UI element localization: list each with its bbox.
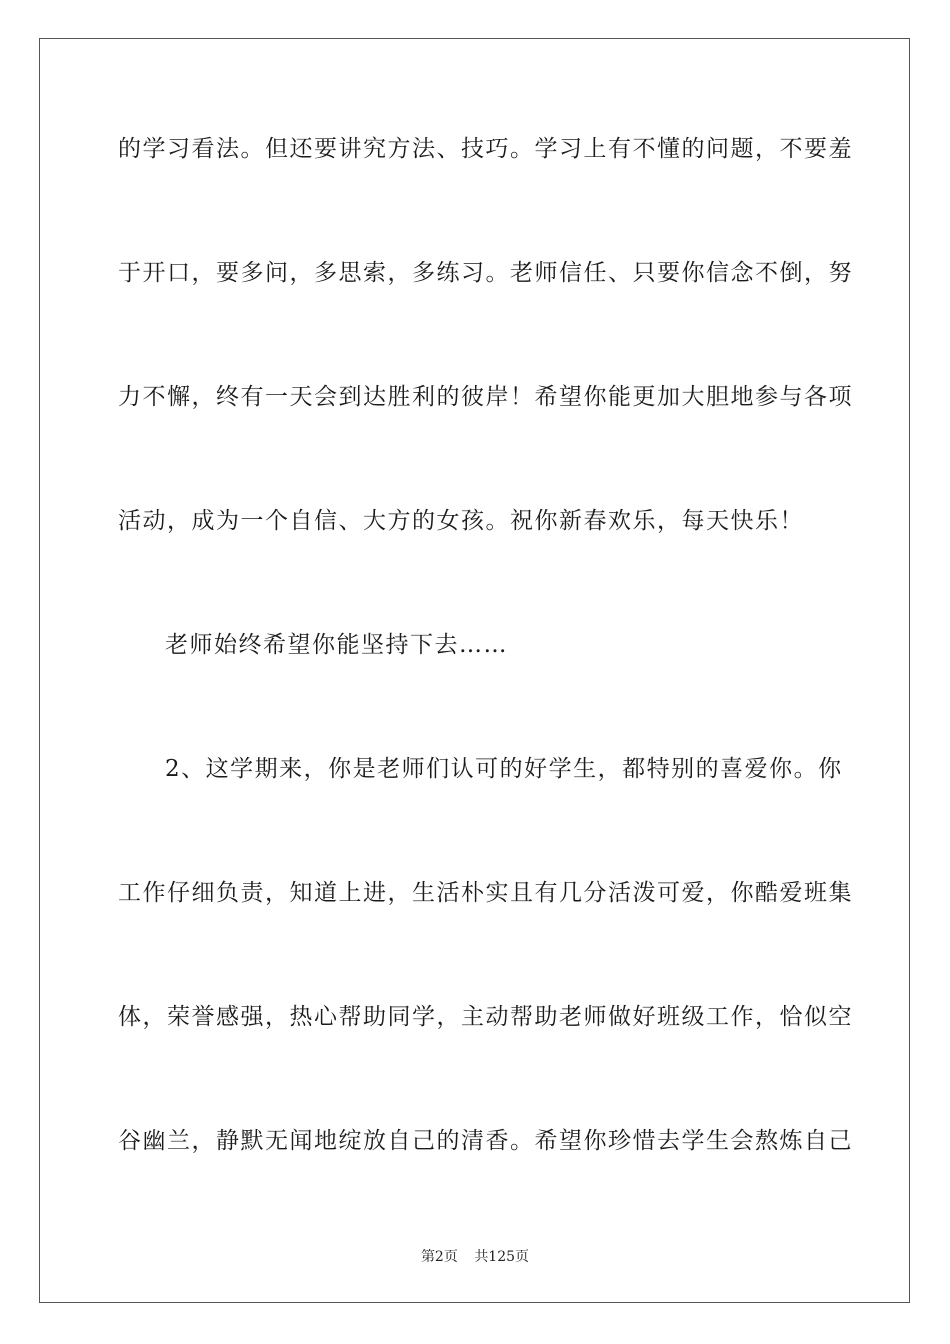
paragraph-line: 谷幽兰，静默无闻地绽放自己的清香。希望你珍惜去学生会熬炼自己 [118,1128,853,1154]
paragraph-line: 2、这学期来，你是老师们认可的好学生，都特别的喜爱你。你 [165,756,843,782]
paragraph-line: 力不懈，终有一天会到达胜利的彼岸！希望你能更加大胆地参与各项 [118,384,853,410]
page-number: 第2页 [420,1249,458,1265]
paragraph-line: 的学习看法。但还要讲究方法、技巧。学习上有不懂的问题，不要羞 [118,136,853,162]
document-body [118,118,853,1234]
paragraph-line: 于开口，要多问，多思索，多练习。老师信任、只要你信念不倒，努 [118,260,853,286]
paragraph-line: 工作仔细负责，知道上进，生活朴实且有几分活泼可爱，你酷爱班集 [118,880,853,906]
paragraph-line: 体，荣誉感强，热心帮助同学，主动帮助老师做好班级工作，恰似空 [118,1004,853,1030]
page-footer [0,1246,950,1266]
paragraph-line: 活动，成为一个自信、大方的女孩。祝你新春欢乐，每天快乐！ [118,508,804,534]
paragraph-line: 老师始终希望你能坚持下去…… [165,632,508,658]
page-total: 共125页 [474,1249,530,1265]
